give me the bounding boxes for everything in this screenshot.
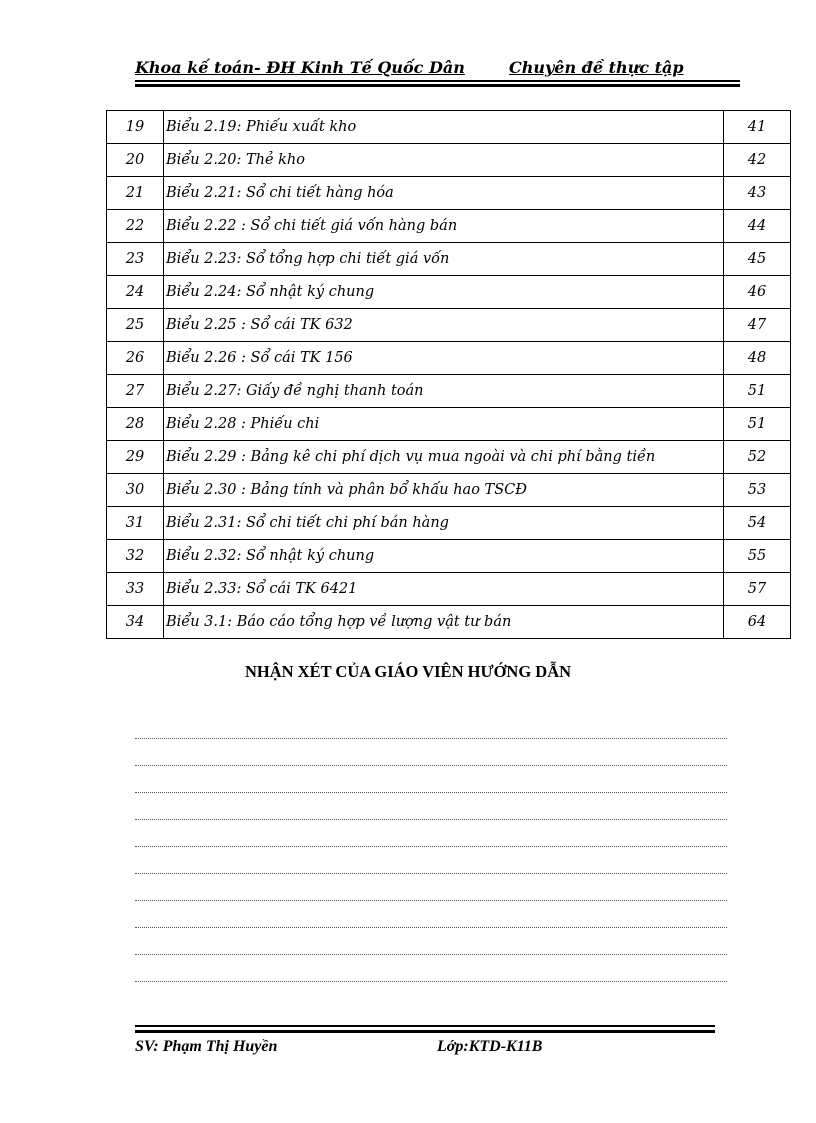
table-row — [107, 507, 791, 540]
row-number: 26 — [107, 342, 164, 375]
table-row — [107, 441, 791, 474]
row-page: 51 — [724, 375, 791, 408]
table-row — [107, 144, 791, 177]
dotted-line — [135, 871, 727, 874]
row-page: 47 — [724, 309, 791, 342]
row-number: 20 — [107, 144, 164, 177]
header-rule-thick — [135, 84, 740, 87]
row-page: 57 — [724, 573, 791, 606]
row-number: 28 — [107, 408, 164, 441]
table-row — [107, 210, 791, 243]
row-number: 31 — [107, 507, 164, 540]
row-page: 51 — [724, 408, 791, 441]
table-row — [107, 276, 791, 309]
row-page: 45 — [724, 243, 791, 276]
row-title: Biểu 2.30 : Bảng tính và phân bổ khấu hao TSCĐ — [164, 474, 724, 507]
row-page: 53 — [724, 474, 791, 507]
footer-class: Lớp:KTD-K11B — [437, 1038, 543, 1055]
row-page: 41 — [724, 111, 791, 144]
table-row — [107, 540, 791, 573]
dotted-line — [135, 736, 727, 739]
dotted-line — [135, 817, 727, 820]
row-page: 43 — [724, 177, 791, 210]
table-row — [107, 573, 791, 606]
row-number: 34 — [107, 606, 164, 639]
row-title: Biểu 2.22 : Sổ chi tiết giá vốn hàng bán — [164, 210, 724, 243]
dotted-line — [135, 898, 727, 901]
table-row — [107, 606, 791, 639]
row-title: Biểu 2.31: Sổ chi tiết chi phí bán hàng — [164, 507, 724, 540]
row-number: 22 — [107, 210, 164, 243]
row-number: 27 — [107, 375, 164, 408]
row-number: 23 — [107, 243, 164, 276]
table-row — [107, 243, 791, 276]
row-title: Biểu 3.1: Báo cáo tổng hợp về lượng vật tư bán — [164, 606, 724, 639]
row-title: Biểu 2.25 : Sổ cái TK 632 — [164, 309, 724, 342]
section-title: NHẬN XÉT CỦA GIÁO VIÊN HƯỚNG DẪN — [244, 662, 572, 681]
header-faculty: Khoa kế toán- ĐH Kinh Tế Quốc Dân — [135, 58, 465, 77]
table-row — [107, 342, 791, 375]
row-page: 42 — [724, 144, 791, 177]
dotted-line — [135, 979, 727, 982]
row-number: 19 — [107, 111, 164, 144]
row-page: 48 — [724, 342, 791, 375]
row-title: Biểu 2.27: Giấy đề nghị thanh toán — [164, 375, 724, 408]
header-document-type: Chuyên đề thực tập — [509, 58, 684, 77]
table-row — [107, 111, 791, 144]
dotted-line — [135, 763, 727, 766]
row-page: 44 — [724, 210, 791, 243]
row-title: Biểu 2.32: Sổ nhật ký chung — [164, 540, 724, 573]
row-page: 64 — [724, 606, 791, 639]
dotted-line — [135, 925, 727, 928]
row-number: 29 — [107, 441, 164, 474]
dotted-line — [135, 952, 727, 955]
row-number: 32 — [107, 540, 164, 573]
row-title: Biểu 2.29 : Bảng kê chi phí dịch vụ mua ngoài và chi phí bằng tiền — [164, 441, 724, 474]
table-row — [107, 408, 791, 441]
row-title: Biểu 2.28 : Phiếu chi — [164, 408, 724, 441]
row-title: Biểu 2.19: Phiếu xuất kho — [164, 111, 724, 144]
row-number: 30 — [107, 474, 164, 507]
row-page: 52 — [724, 441, 791, 474]
row-page: 54 — [724, 507, 791, 540]
table-row — [107, 375, 791, 408]
table-of-figures — [106, 110, 791, 639]
row-title: Biểu 2.21: Sổ chi tiết hàng hóa — [164, 177, 724, 210]
table-row — [107, 177, 791, 210]
row-title: Biểu 2.33: Sổ cái TK 6421 — [164, 573, 724, 606]
row-page: 46 — [724, 276, 791, 309]
row-number: 21 — [107, 177, 164, 210]
table-row — [107, 309, 791, 342]
row-page: 55 — [724, 540, 791, 573]
dotted-line — [135, 790, 727, 793]
row-title: Biểu 2.26 : Sổ cái TK 156 — [164, 342, 724, 375]
row-number: 24 — [107, 276, 164, 309]
footer-rule-thick — [135, 1030, 715, 1033]
page-header — [135, 58, 740, 82]
row-title: Biểu 2.23: Sổ tổng hợp chi tiết giá vốn — [164, 243, 724, 276]
row-number: 33 — [107, 573, 164, 606]
table-row — [107, 474, 791, 507]
row-title: Biểu 2.24: Sổ nhật ký chung — [164, 276, 724, 309]
row-title: Biểu 2.20: Thẻ kho — [164, 144, 724, 177]
header-rule-thin — [135, 80, 740, 82]
dotted-line — [135, 844, 727, 847]
footer-rule-thin — [135, 1025, 715, 1027]
row-number: 25 — [107, 309, 164, 342]
footer-student: SV: Phạm Thị Huyền — [135, 1038, 278, 1055]
